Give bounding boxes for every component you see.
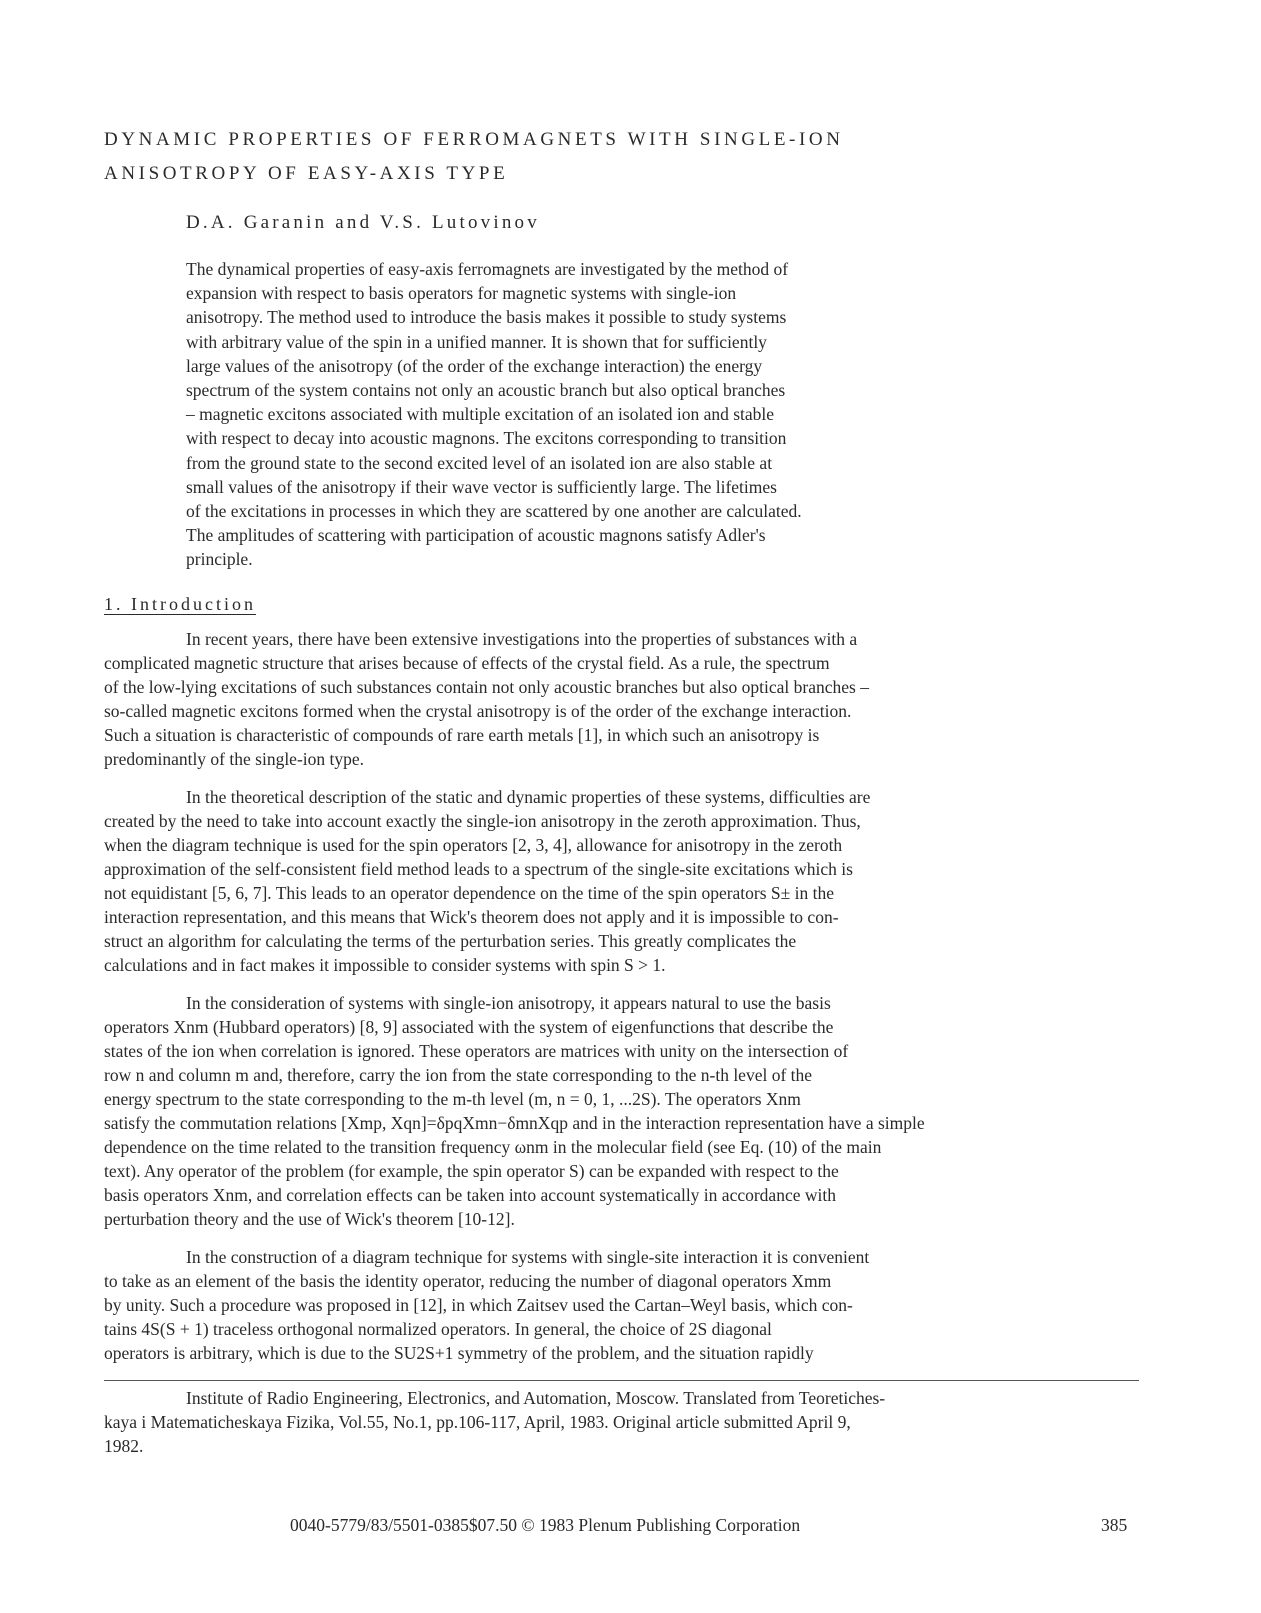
abstract-line: The amplitudes of scattering with participation of acoustic magnons satisfy Adler's xyxy=(186,525,766,546)
text-line: operators is arbitrary, which is due to the SU2S+1 symmetry of the problem, and the situation rapidly xyxy=(104,1343,814,1363)
text-line: of the low-lying excitations of such substances contain not only acoustic branches but also optical branches – xyxy=(104,677,869,697)
abstract-line: anisotropy. The method used to introduce the basis makes it possible to study systems xyxy=(186,307,787,328)
text-line: satisfy the commutation relations [Xmp, Xqn]=δpqXmn−δmnXqp and in the interaction representation have a simple xyxy=(104,1113,925,1133)
paragraph-3 xyxy=(104,991,1139,1231)
footnote-divider xyxy=(104,1380,1139,1381)
text-line: perturbation theory and the use of Wick's theorem [10-12]. xyxy=(104,1209,515,1229)
footnote-line: 1982. xyxy=(104,1436,144,1456)
text-line: struct an algorithm for calculating the terms of the perturbation series. This greatly complicates the xyxy=(104,931,797,951)
abstract xyxy=(186,257,1016,572)
page-number: 385 xyxy=(1101,1515,1128,1535)
abstract-line: of the excitations in processes in which they are scattered by one another are calculated. xyxy=(186,501,802,522)
footnote-line: kaya i Matematicheskaya Fizika, Vol.55, No.1, pp.106-117, April, 1983. Original article submitted April 9, xyxy=(104,1412,851,1432)
text-line: so-called magnetic excitons formed when the crystal anisotropy is of the order of the exchange interaction. xyxy=(104,701,852,721)
text-line: not equidistant [5, 6, 7]. This leads to an operator dependence on the time of the spin operators S± in the xyxy=(104,883,835,903)
abstract-line: large values of the anisotropy (of the order of the exchange interaction) the energy xyxy=(186,355,763,376)
text-line: complicated magnetic structure that arises because of effects of the crystal field. As a rule, the spectrum xyxy=(104,653,830,673)
text-line: energy spectrum to the state corresponding to the m-th level (m, n = 0, 1, ...2S). The operators Xnm xyxy=(104,1089,801,1109)
footnote-line: Institute of Radio Engineering, Electronics, and Automation, Moscow. Translated from Teoretiches- xyxy=(186,1388,886,1408)
abstract-line: spectrum of the system contains not only an acoustic branch but also optical branches xyxy=(186,380,786,401)
footnote xyxy=(104,1386,1139,1458)
text-line: In the construction of a diagram technique for systems with single-site interaction it is convenient xyxy=(186,1247,870,1267)
text-line: approximation of the self-consistent field method leads to a spectrum of the single-site excitations which is xyxy=(104,859,853,879)
paragraph-4 xyxy=(104,1245,1139,1365)
abstract-line: The dynamical properties of easy-axis ferromagnets are investigated by the method of xyxy=(186,259,789,279)
authors: D.A. Garanin and V.S. Lutovinov xyxy=(186,212,540,233)
paragraph-2 xyxy=(104,785,1139,977)
text-line: In the consideration of systems with single-ion anisotropy, it appears natural to use the basis xyxy=(186,993,831,1013)
abstract-line: – magnetic excitons associated with multiple excitation of an isolated ion and stable xyxy=(186,404,775,425)
text-line: interaction representation, and this means that Wick's theorem does not apply and it is impossible to con- xyxy=(104,907,839,927)
abstract-line: small values of the anisotropy if their wave vector is sufficiently large. The lifetimes xyxy=(186,476,777,497)
text-line: In recent years, there have been extensive investigations into the properties of substances with a xyxy=(186,629,858,649)
text-line: when the diagram technique is used for the spin operators [2, 3, 4], allowance for anisotropy in the zeroth xyxy=(104,835,843,855)
text-line: by unity. Such a procedure was proposed in [12], in which Zaitsev used the Cartan–Weyl basis, which con- xyxy=(104,1295,853,1315)
abstract-line: with respect to decay into acoustic magnons. The excitons corresponding to transition xyxy=(186,428,787,449)
text-line: dependence on the time related to the transition frequency ωnm in the molecular field (see Eq. (10) of the main xyxy=(104,1137,882,1157)
text-line: text). Any operator of the problem (for example, the spin operator S) can be expanded with respect to the xyxy=(104,1161,839,1181)
text-line: to take as an element of the basis the identity operator, reducing the number of diagonal operators Xmm xyxy=(104,1271,832,1291)
abstract-line: from the ground state to the second excited level of an isolated ion are also stable at xyxy=(186,452,773,473)
text-line: created by the need to take into account exactly the single-ion anisotropy in the zeroth approximation. Thus, xyxy=(104,811,861,831)
text-line: predominantly of the single-ion type. xyxy=(104,749,365,769)
abstract-line: with arbitrary value of the spin in a unified manner. It is shown that for sufficiently xyxy=(186,331,767,352)
text-line: In the theoretical description of the static and dynamic properties of these systems, difficulties are xyxy=(186,787,871,807)
text-line: states of the ion when correlation is ignored. These operators are matrices with unity on the intersection of xyxy=(104,1041,849,1061)
introduction-body xyxy=(104,627,1139,1379)
abstract-line: expansion with respect to basis operators for magnetic systems with single-ion xyxy=(186,283,737,304)
paragraph-1 xyxy=(104,627,1139,771)
copyright-line: 0040-5779/83/5501-0385$07.50 © 1983 Plenum Publishing Corporation xyxy=(290,1515,801,1535)
text-line: operators Xnm (Hubbard operators) [8, 9] associated with the system of eigenfunctions that describe the xyxy=(104,1017,834,1037)
text-line: Such a situation is characteristic of compounds of rare earth metals [1], in which such an anisotropy is xyxy=(104,725,820,745)
abstract-line: principle. xyxy=(186,549,253,570)
text-line: basis operators Xnm, and correlation effects can be taken into account systematically in accordance with xyxy=(104,1185,836,1205)
text-line: tains 4S(S + 1) traceless orthogonal normalized operators. In general, the choice of 2S diagonal xyxy=(104,1319,772,1339)
paper-title-line-2: ANISOTROPY OF EASY-AXIS TYPE xyxy=(104,163,509,184)
section-heading-introduction: 1. Introduction xyxy=(104,594,256,614)
paper-title-line-1: DYNAMIC PROPERTIES OF FERROMAGNETS WITH SINGLE-ION xyxy=(104,129,844,150)
text-line: calculations and in fact makes it impossible to consider systems with spin S > 1. xyxy=(104,955,666,975)
text-line: row n and column m and, therefore, carry the ion from the state corresponding to the n-th level of the xyxy=(104,1065,813,1085)
